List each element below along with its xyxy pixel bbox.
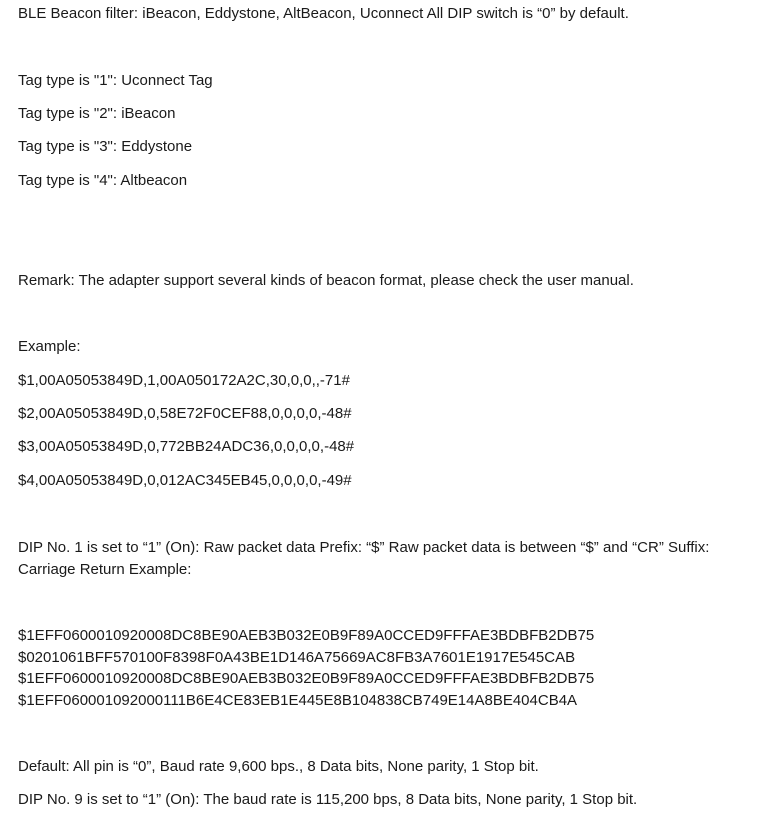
example-heading: Example:	[18, 338, 81, 355]
dip9-description: DIP No. 9 is set to “1” (On): The baud rate is 115,200 bps, 8 Data bits, None parity, 1 Stop bit.	[18, 791, 638, 808]
raw-packet-2: $0201061BFF570100F8398F0A43BE1D146A75669AC8FB3A7601E1917E545CAB	[18, 649, 576, 666]
example-line-4: $4,00A05053849D,0,012AC345EB45,0,0,0,0,-49#	[18, 472, 352, 489]
remark-text: Remark: The adapter support several kinds of beacon format, please check the user manual.	[18, 272, 634, 289]
tag-type-1: Tag type is "1": Uconnect Tag	[18, 72, 213, 89]
example-line-1: $1,00A05053849D,1,00A050172A2C,30,0,0,,-71#	[18, 372, 350, 389]
default-settings-text: Default: All pin is “0”, Baud rate 9,600 bps., 8 Data bits, None parity, 1 Stop bit.	[18, 758, 539, 775]
tag-type-2: Tag type is "2": iBeacon	[18, 105, 176, 122]
example-line-2: $2,00A05053849D,0,58E72F0CEF88,0,0,0,0,-48#	[18, 405, 352, 422]
beacon-filter-text: BLE Beacon filter: iBeacon, Eddystone, AltBeacon, Uconnect All DIP switch is “0” by default.	[18, 5, 629, 22]
tag-type-4: Tag type is "4": Altbeacon	[18, 172, 188, 189]
raw-packet-3: $1EFF0600010920008DC8BE90AEB3B032E0B9F89A0CCED9FFFAE3BDBFB2DB75	[18, 670, 595, 687]
example-line-3: $3,00A05053849D,0,772BB24ADC36,0,0,0,0,-48#	[18, 438, 355, 455]
raw-packet-4: $1EFF060001092000111B6E4CE83EB1E445E8B104838CB749E14A8BE404CB4A	[18, 692, 578, 709]
dip1-description: DIP No. 1 is set to “1” (On): Raw packet data Prefix: “$” Raw packet data is between “$” and “CR” Suffix: Carriage Return Example:	[18, 539, 710, 578]
raw-packet-1: $1EFF0600010920008DC8BE90AEB3B032E0B9F89A0CCED9FFFAE3BDBFB2DB75	[18, 627, 595, 644]
tag-type-3: Tag type is "3": Eddystone	[18, 138, 193, 155]
